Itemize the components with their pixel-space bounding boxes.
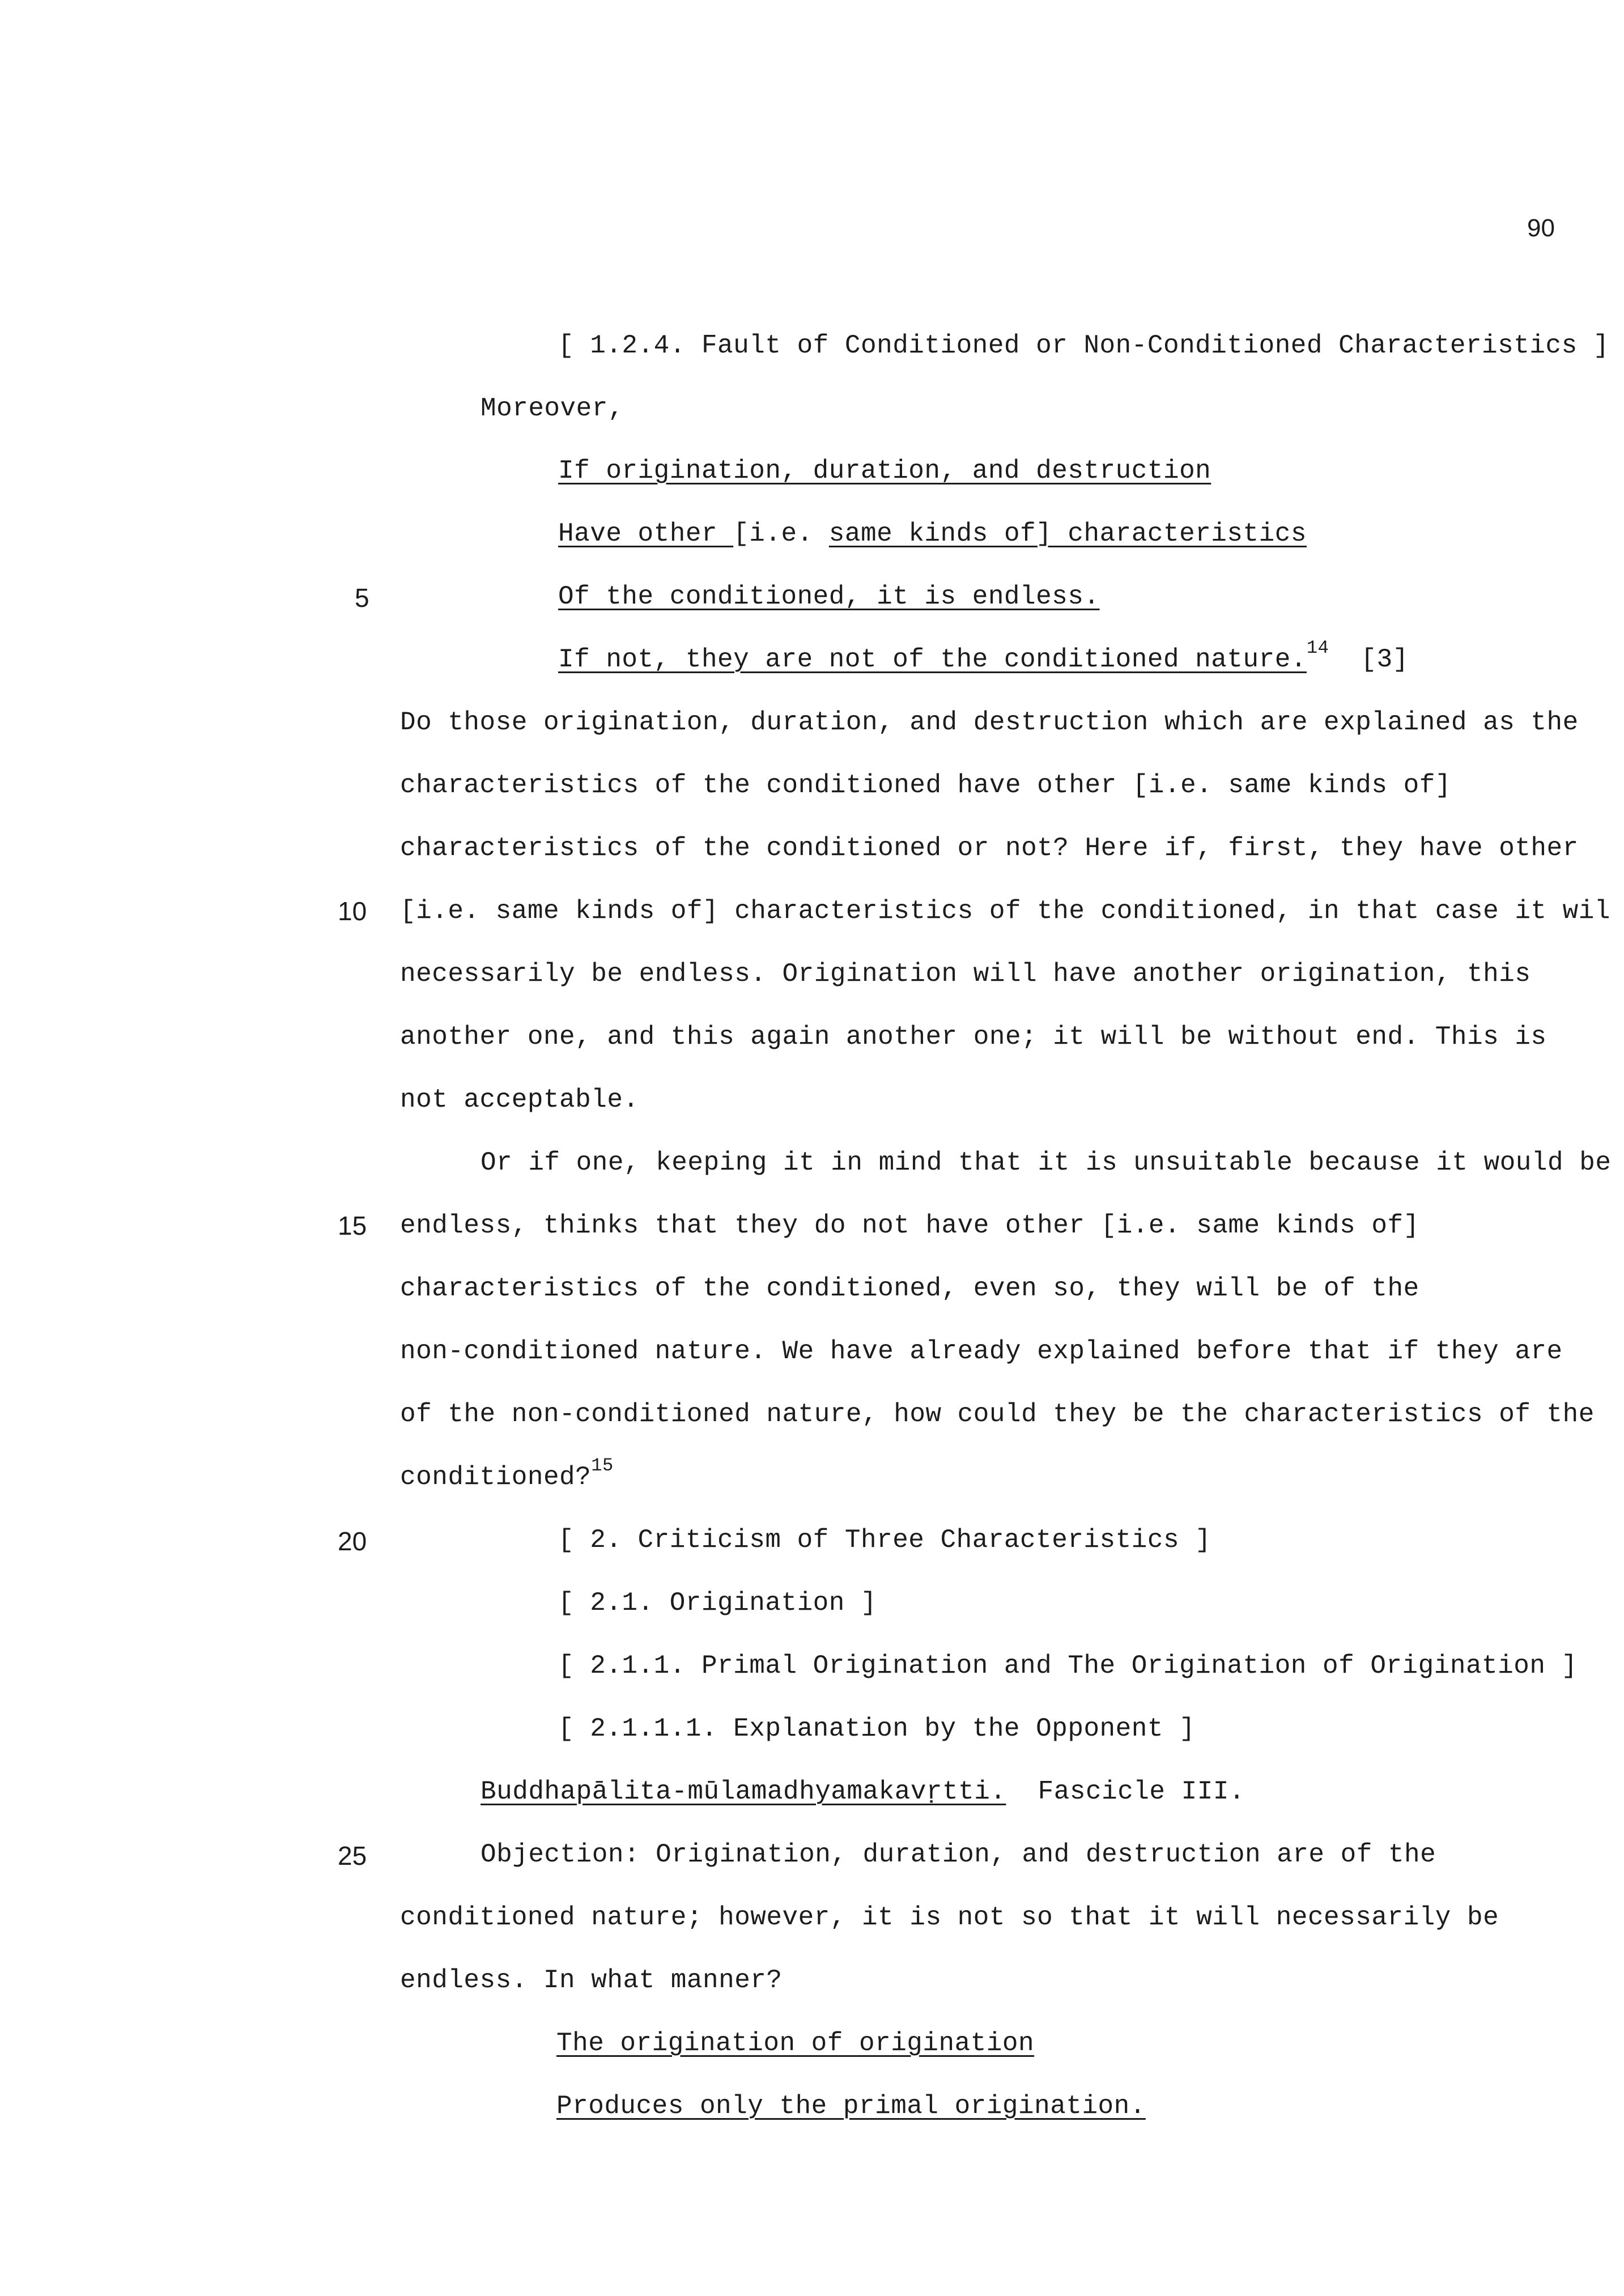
verse-line-2-a: Have other	[558, 519, 734, 549]
verse-line-1: If origination, duration, and destruction	[558, 456, 1211, 486]
section-heading-2-1-1-1: [ 2.1.1.1. Explanation by the Opponent ]	[558, 1714, 1196, 1744]
footnote-15: 15	[591, 1455, 614, 1476]
para2-line-1: Or if one, keeping it in mind that it is unsuitable because it would be	[481, 1148, 1612, 1177]
objection-line-3: endless. In what manner?	[400, 1966, 783, 1995]
section-heading-2-1-1: [ 2.1.1. Primal Origination and The Origination of Origination ]	[558, 1651, 1578, 1681]
para2-line-2: endless, thinks that they do not have other [i.e. same kinds of]	[400, 1211, 1419, 1240]
para2-line-5: of the non-conditioned nature, how could they be the characteristics of the	[400, 1400, 1595, 1429]
section-heading-2-1: [ 2.1. Origination ]	[558, 1588, 877, 1618]
source-title: Buddhapālita-mūlamadhyamakavṛtti.	[481, 1777, 1006, 1806]
para1-line-4: [i.e. same kinds of] characteristics of the conditioned, in that case it wil	[400, 896, 1610, 926]
para2-line-4: non-conditioned nature. We have already explained before that if they are	[400, 1337, 1563, 1366]
para1-line-2: characteristics of the conditioned have other [i.e. same kinds of]	[400, 771, 1451, 800]
verse-line-4	[558, 637, 1409, 678]
footnote-14: 14	[1306, 637, 1329, 658]
verse-number-3: [3]	[1361, 645, 1409, 674]
objection-line-1: Objection: Origination, duration, and destruction are of the	[481, 1840, 1436, 1869]
para1-line-5: necessarily be endless. Origination will have another origination, this	[400, 959, 1531, 989]
verse-line-2-bracket: [i.e.	[733, 519, 829, 549]
line-number-15: 15	[338, 1211, 367, 1240]
para1-line-6: another one, and this again another one; it will be without end. This is	[400, 1022, 1547, 1052]
line-number-10: 10	[338, 896, 367, 926]
objection-line-2: conditioned nature; however, it is not so that it will necessarily be	[400, 1903, 1499, 1932]
verse-line-2-c: ] characteristics	[1036, 519, 1307, 549]
line-number-25: 25	[338, 1841, 367, 1870]
para2-line-6-text: conditioned?	[400, 1462, 592, 1492]
verse-line-2	[558, 518, 1307, 550]
section-heading-2: [ 2. Criticism of Three Characteristics ]	[558, 1525, 1211, 1555]
verse-line-2-b: same kinds of	[828, 519, 1036, 549]
source-fascicle: Fascicle III.	[1038, 1777, 1245, 1806]
source-reference	[481, 1776, 1245, 1808]
verse4-line-1: The origination of origination	[556, 2029, 1035, 2058]
verse-line-3: Of the conditioned, it is endless.	[558, 582, 1100, 611]
page-number: 90	[1527, 214, 1555, 242]
para1-line-7: not acceptable.	[400, 1085, 639, 1115]
para1-line-3: characteristics of the conditioned or not? Here if, first, they have other	[400, 834, 1579, 863]
para1-line-1: Do those origination, duration, and destruction which are explained as the	[400, 708, 1579, 737]
verse4-line-2: Produces only the primal origination.	[556, 2091, 1146, 2121]
verse-line-4-text: If not, they are not of the conditioned nature.	[558, 645, 1307, 674]
moreover-text: Moreover,	[481, 394, 624, 423]
para2-line-3: characteristics of the conditioned, even so, they will be of the	[400, 1274, 1419, 1303]
para2-line-6	[400, 1455, 614, 1495]
section-heading-1-2-4: [ 1.2.4. Fault of Conditioned or Non-Conditioned Characteristics ]	[558, 331, 1609, 360]
line-number-20: 20	[338, 1527, 367, 1556]
line-number-5: 5	[355, 583, 369, 613]
